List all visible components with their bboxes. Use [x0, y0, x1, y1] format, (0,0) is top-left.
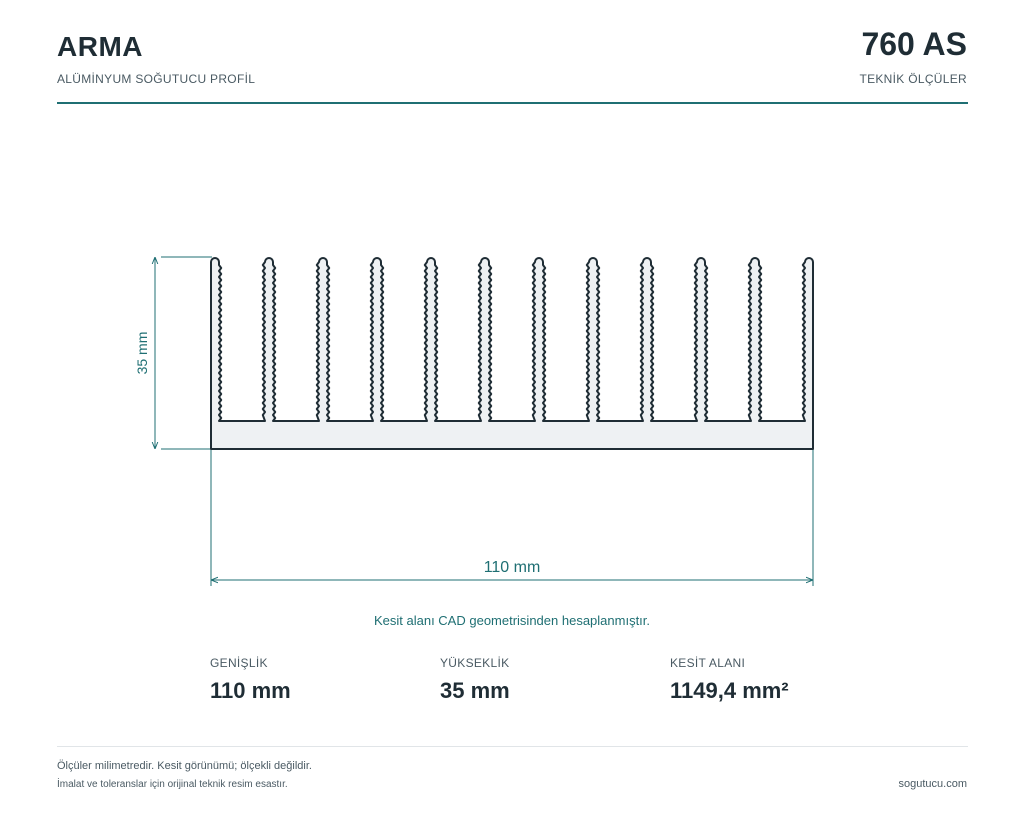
height-dimension-label: 35 mm: [134, 331, 150, 375]
width-dimension-label: 110 mm: [483, 559, 541, 576]
spec-height: [440, 656, 510, 704]
product-subtitle: TEKNİK ÖLÇÜLER: [859, 72, 967, 86]
spec-width-value: 110 mm: [210, 678, 291, 703]
spec-width-label: GENİŞLİK: [210, 656, 268, 670]
spec-area-label: KESİT ALANI: [670, 656, 746, 670]
product-code: 760 AS: [861, 26, 967, 62]
spec-area: [670, 656, 789, 704]
website-link[interactable]: sogutucu.com: [898, 778, 967, 790]
heatsink-profile: [211, 258, 813, 449]
spec-area-value: 1149,4 mm²: [670, 678, 789, 703]
footer-note-units: Ölçüler milimetredir. Kesit görünümü; ölçekli değildir.: [57, 760, 312, 772]
footer-note-tolerance: İmalat ve toleranslar için orijinal teknik resim esastır.: [57, 779, 288, 790]
footer-divider: [57, 746, 968, 747]
brand-name: ARMA: [57, 31, 143, 62]
spec-width: [210, 656, 291, 704]
brand-subtitle: ALÜMİNYUM SOĞUTUCU PROFİL: [57, 72, 256, 86]
spec-height-value: 35 mm: [440, 678, 510, 703]
spec-height-label: YÜKSEKLİK: [440, 656, 510, 670]
calculation-note: Kesit alanı CAD geometrisinden hesaplanmıştır.: [373, 613, 651, 628]
